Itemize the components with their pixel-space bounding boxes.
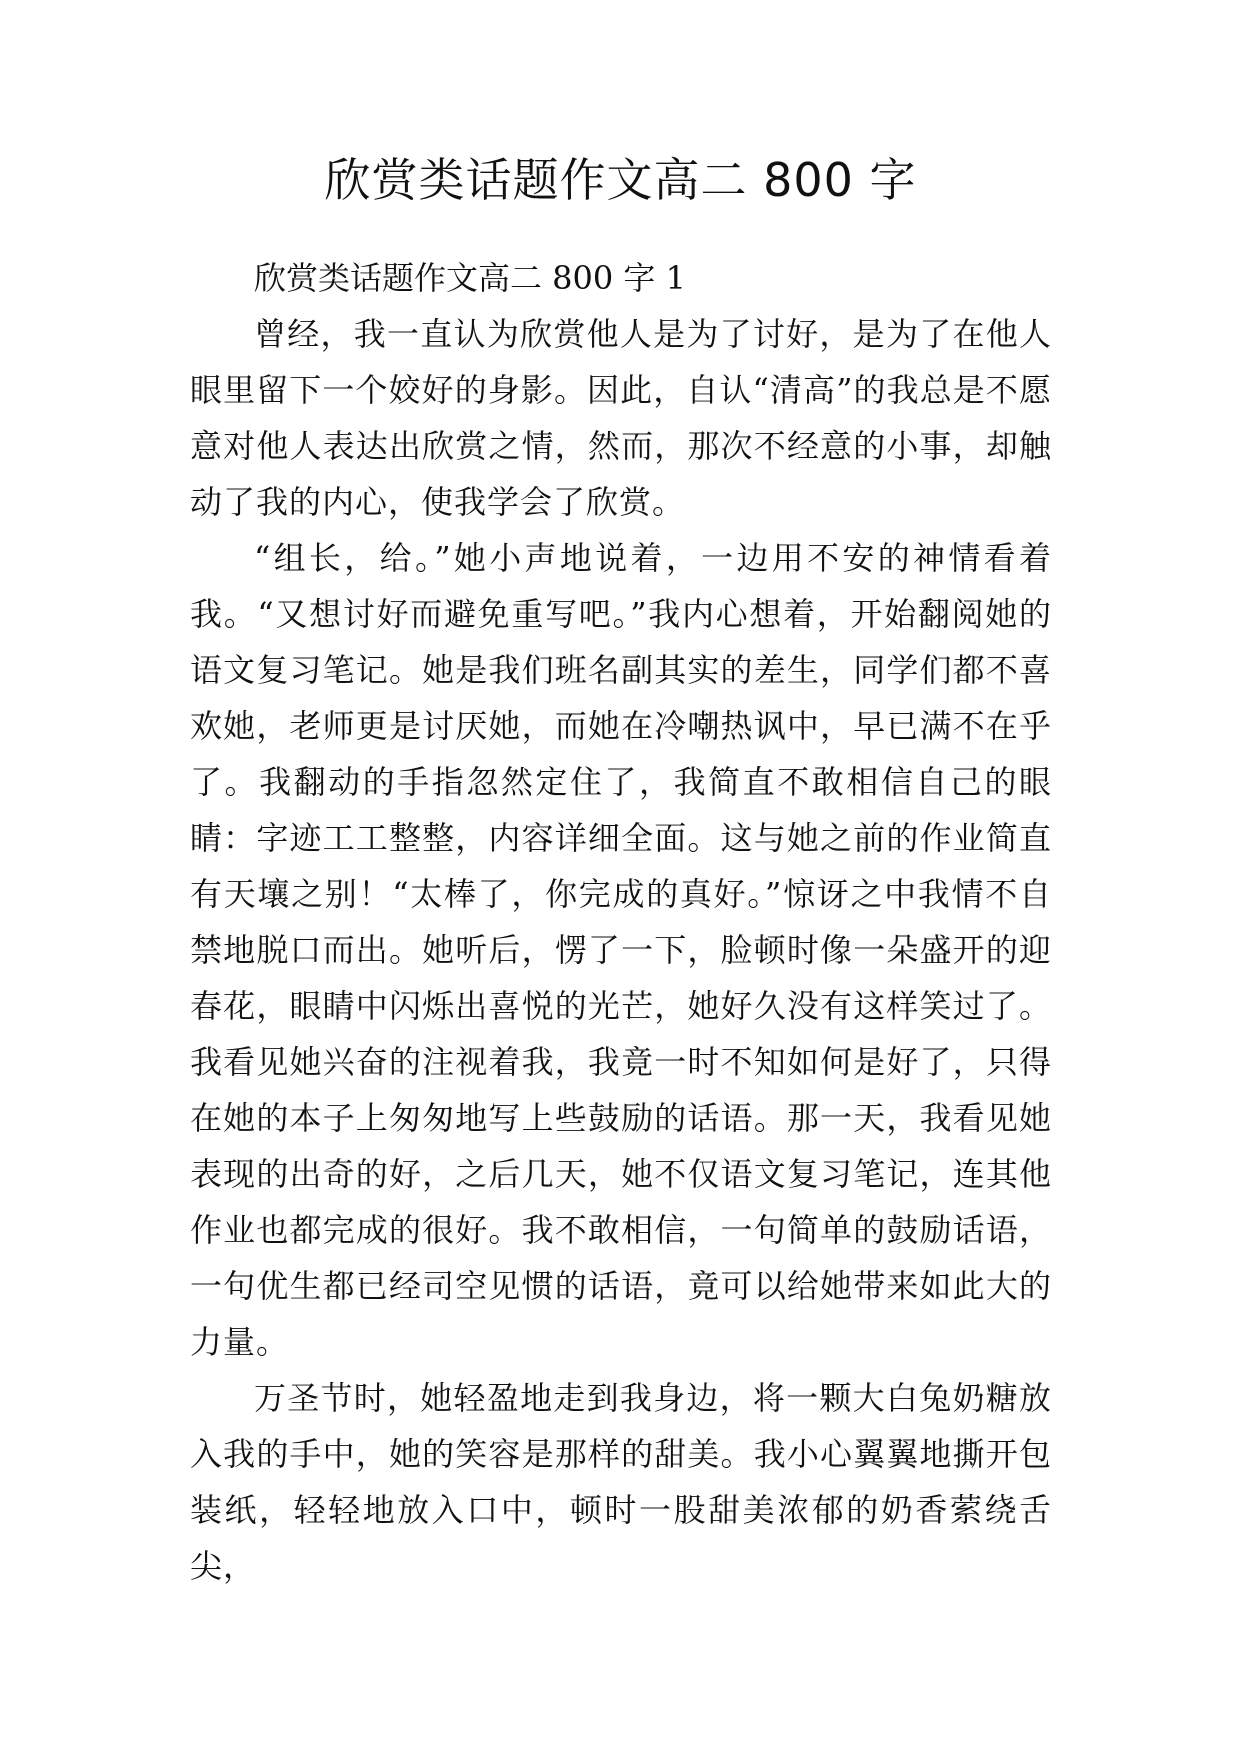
document-body <box>190 250 1052 1594</box>
paragraph: 曾经，我一直认为欣赏他人是为了讨好，是为了在他人眼里留下一个姣好的身影。因此，自认“清高”的我总是不愿意对他人表达出欣赏之情，然而，那次不经意的小事，却触动了我的内心，使我学会了欣赏。 <box>190 315 1052 521</box>
paragraph: “组长，给。”她小声地说着，一边用不安的神情看着我。“又想讨好而避免重写吧。”我内心想着，开始翻阅她的语文复习笔记。她是我们班名副其实的差生，同学们都不喜欢她，老师更是讨厌她，而她在冷嘲热讽中，早已满不在乎了。我翻动的手指忽然定住了，我简直不敢相信自己的眼睛：字迹工工整整，内容详细全面。这与她之前的作业简直有天壤之别！“太棒了，你完成的真好。”惊讶之中我情不自禁地脱口而出。她听后，愣了一下，脸顿时像一朵盛开的迎春花，眼睛中闪烁出喜悦的光芒，她好久没有这样笑过了。我看见她兴奋的注视着我，我竟一时不知如何是好了，只得在她的本子上匆匆地写上些鼓励的话语。那一天，我看见她表现的出奇的好，之后几天，她不仅语文复习笔记，连其他作业也都完成的很好。我不敢相信，一句简单的鼓励话语，一句优生都已经司空见惯的话语，竟可以给她带来如此大的力量。 <box>190 539 1052 1361</box>
essay-subtitle: 欣赏类话题作文高二 800 字 1 <box>254 259 686 297</box>
paragraph: 万圣节时，她轻盈地走到我身边，将一颗大白兔奶糖放入我的手中，她的笑容是那样的甜美。我小心翼翼地撕开包装纸，轻轻地放入口中，顿时一股甜美浓郁的奶香萦绕舌尖， <box>190 1379 1052 1585</box>
document-title: 欣赏类话题作文高二 800 字 <box>324 153 917 207</box>
